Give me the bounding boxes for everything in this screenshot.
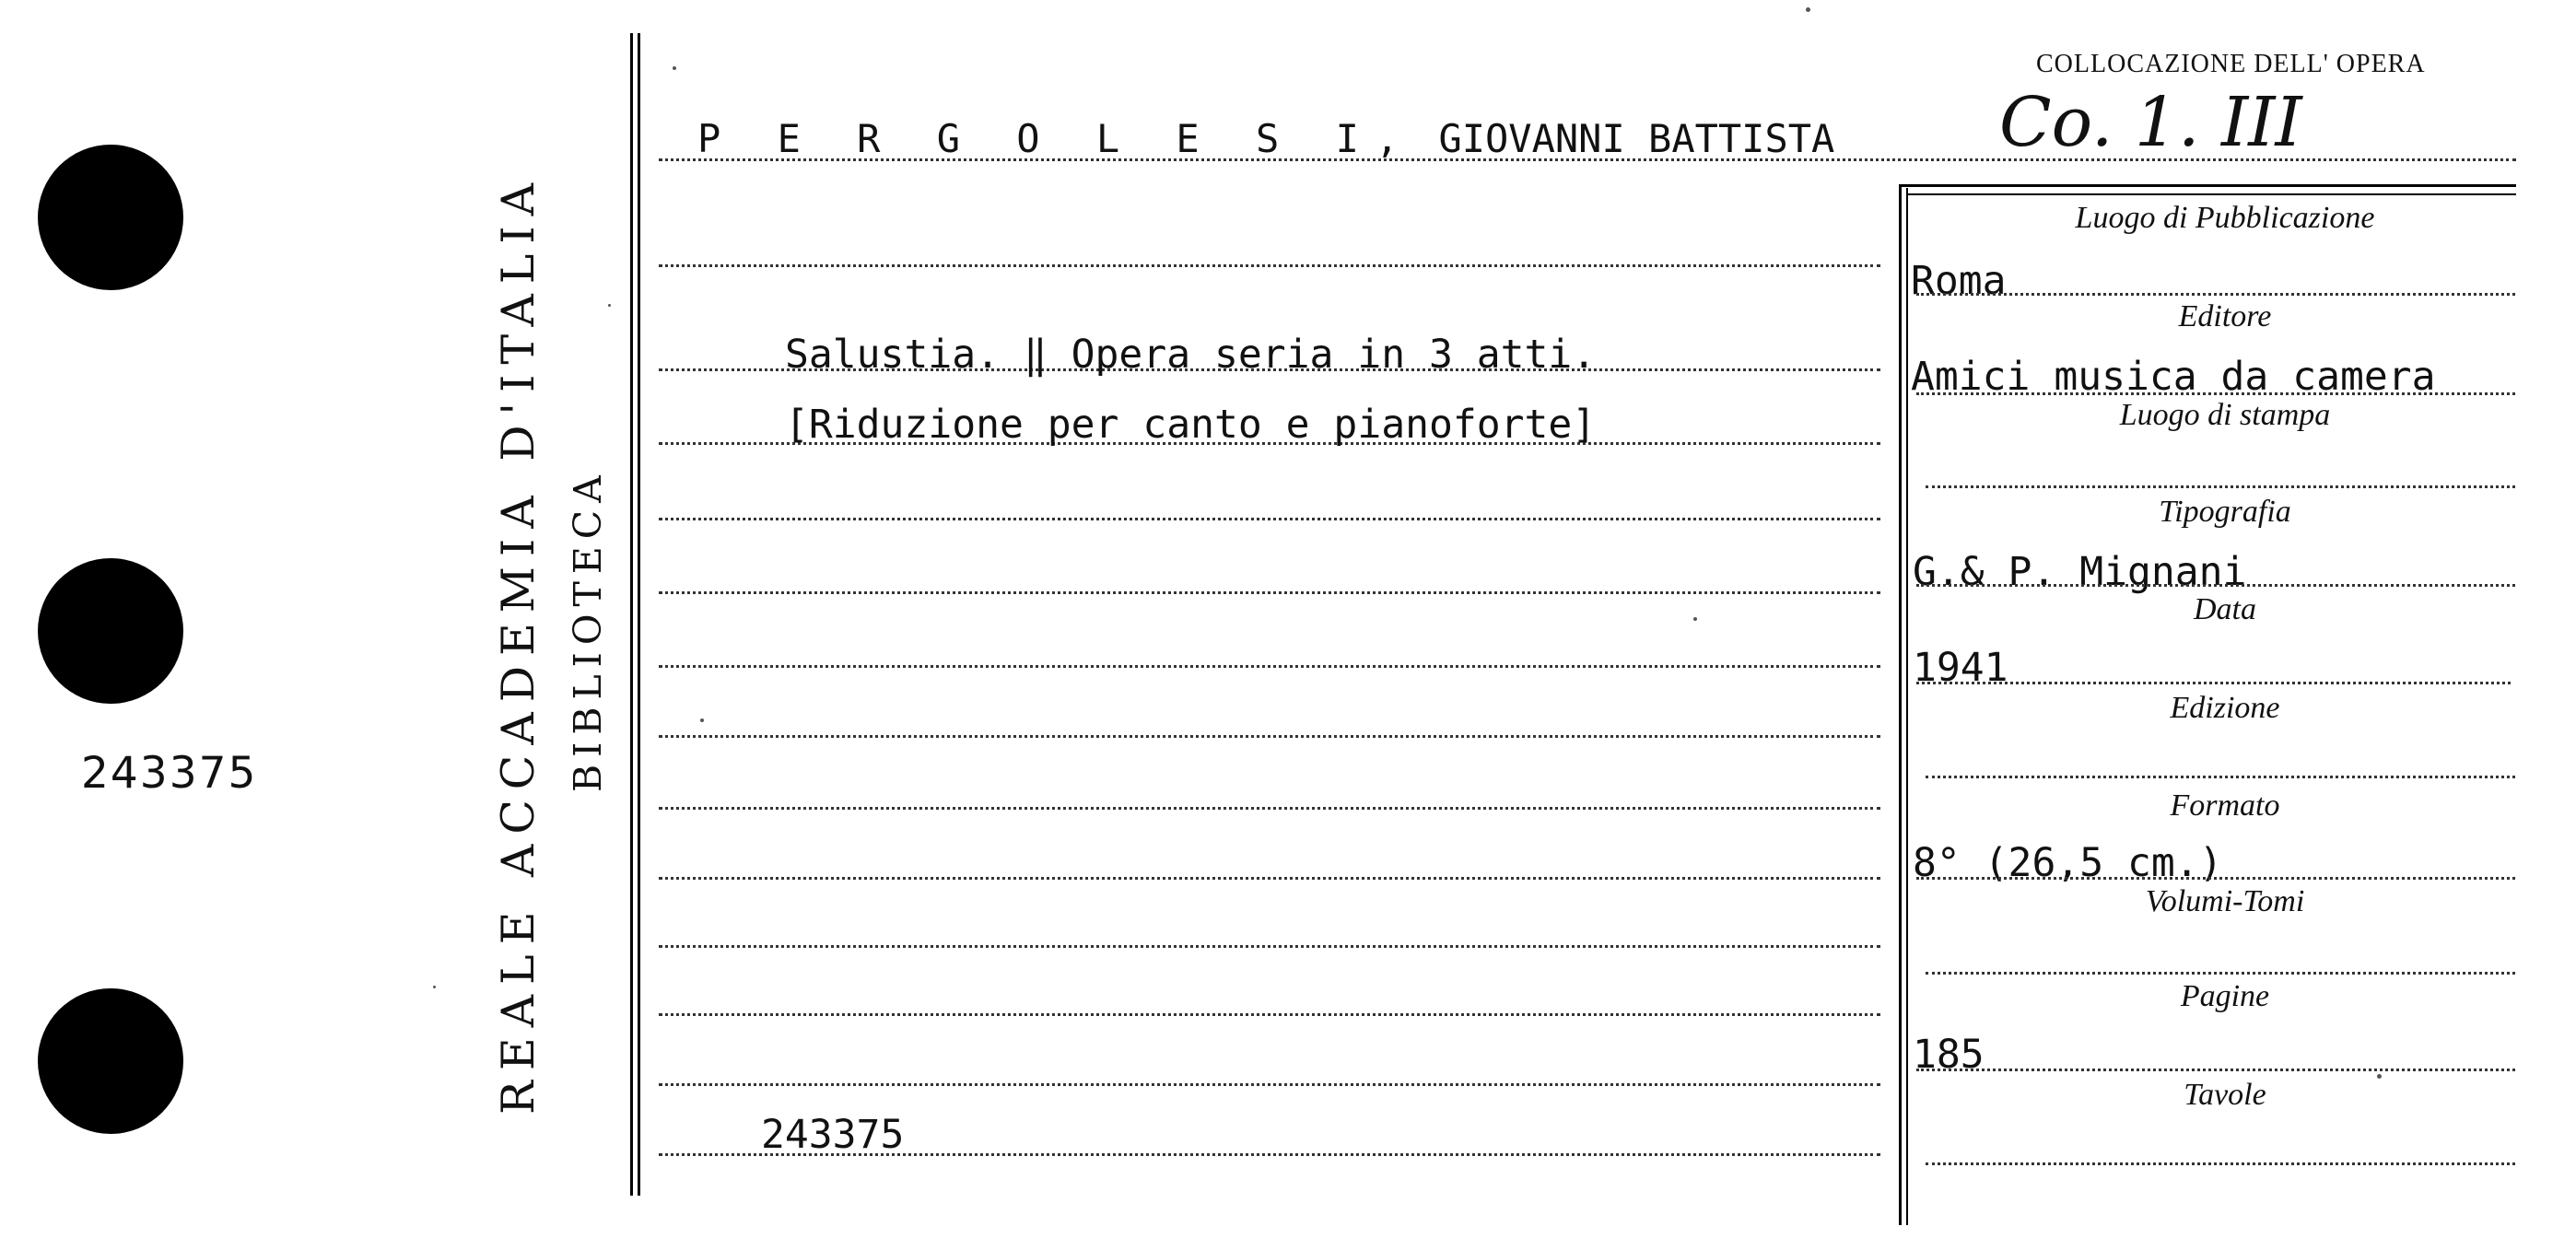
value-formato: 8° (26,5 cm.) [1913, 840, 2223, 886]
serial-number-bottom: 243375 [761, 1112, 905, 1158]
collocation-label: COLLOCAZIONE DELL' OPERA [2036, 50, 2426, 78]
punch-hole-icon [38, 558, 183, 704]
dotted-line [659, 945, 1880, 948]
title-line-1: Salustia. ‖ Opera seria in 3 atti. [785, 332, 1597, 378]
author-heading [697, 116, 1834, 161]
punch-hole-icon [38, 145, 183, 290]
dotted-line [1926, 485, 2515, 488]
value-luogo-pubblicazione: Roma [1911, 258, 2007, 304]
speck [433, 986, 436, 988]
serial-number-left: 243375 [81, 748, 258, 799]
right-section-top-rule [1899, 184, 2516, 187]
speck [673, 66, 676, 70]
dotted-line [659, 735, 1880, 738]
dotted-line [1926, 776, 2515, 778]
speck [2377, 1074, 2382, 1079]
label-pagine: Pagine [2180, 979, 2270, 1013]
dotted-line [659, 591, 1880, 594]
dotted-line [659, 665, 1880, 668]
speck [1693, 617, 1697, 621]
value-pagine: 185 [1913, 1032, 1985, 1078]
dotted-line [659, 1013, 1880, 1016]
dotted-line [659, 807, 1880, 810]
dotted-line [659, 877, 1880, 880]
speck [608, 304, 611, 307]
dotted-line [1916, 392, 2515, 395]
right-section-rule [1899, 184, 1902, 1225]
author-surname: P E R G O L E S I, [697, 116, 1416, 161]
punch-hole-icon [38, 988, 183, 1134]
label-luogo-stampa: Luogo di stampa [2119, 398, 2331, 432]
label-luogo-pubblicazione: Luogo di Pubblicazione [2075, 201, 2375, 235]
value-editore: Amici musica da camera [1911, 354, 2436, 400]
left-rule [638, 33, 640, 1196]
dotted-line [1916, 584, 2515, 587]
speck [1806, 7, 1810, 12]
label-tavole: Tavole [2184, 1078, 2266, 1112]
dotted-line [1926, 1162, 2515, 1165]
department-name: BIBLIOTECA [566, 468, 610, 792]
collocation-value: Co. 1. III [1999, 83, 2302, 162]
label-tipografia: Tipografia [2159, 495, 2291, 529]
speck [700, 718, 704, 722]
title-line-2: [Riduzione per canto e pianoforte] [785, 402, 1597, 448]
label-data: Data [2194, 592, 2256, 626]
dotted-line [659, 1083, 1880, 1086]
institution-name: REALE ACCADEMIA D'ITALIA [492, 172, 544, 1115]
dotted-line [1916, 682, 2511, 684]
left-rule [630, 33, 633, 1196]
dotted-line [1916, 293, 2515, 296]
right-section-top-rule [1906, 193, 2516, 195]
label-formato: Formato [2170, 788, 2280, 823]
dotted-line [1926, 972, 2515, 975]
label-editore: Editore [2178, 299, 2272, 333]
dotted-line [1916, 877, 2515, 880]
dotted-line [1916, 1069, 2515, 1071]
label-volumi-tomi: Volumi-Tomi [2145, 884, 2305, 918]
label-edizione: Edizione [2170, 691, 2280, 725]
value-data: 1941 [1913, 645, 2008, 691]
author-given-name: GIOVANNI BATTISTA [1438, 116, 1835, 161]
value-tipografia: G.& P. Mignani [1913, 549, 2247, 595]
dotted-line [659, 264, 1880, 267]
dotted-line [659, 518, 1880, 520]
